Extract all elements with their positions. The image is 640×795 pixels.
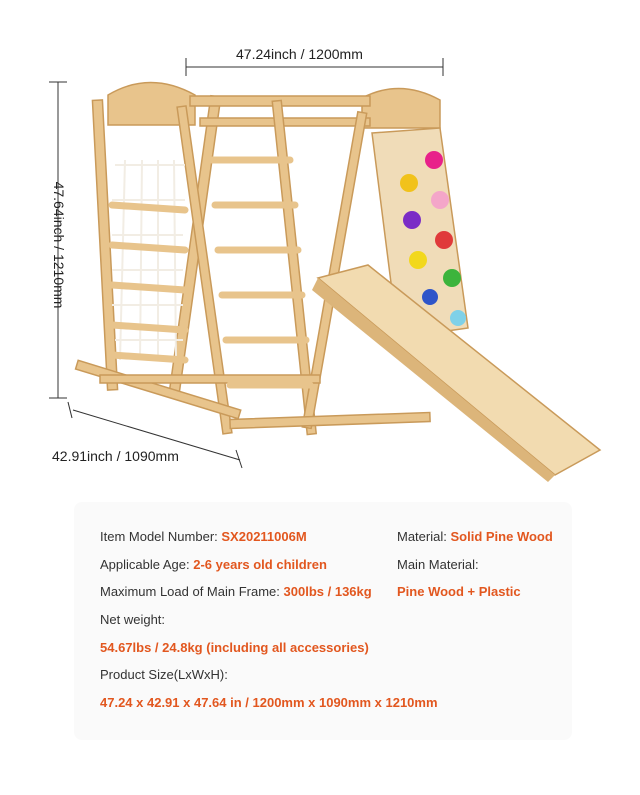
height-dimension [50,170,68,320]
age-row: Applicable Age: 2-6 years old children [100,557,327,572]
right-arch-panel [362,88,440,128]
model-row: Item Model Number: SX20211006M [100,529,307,544]
load-value: 300lbs / 136kg [283,584,372,599]
climbing-hold [443,269,461,287]
top-beam-2 [200,118,370,126]
climbing-hold [431,191,449,209]
base-side-rail [230,413,430,429]
height-dimension-label: 47.64inch / 1210mm [51,181,67,309]
main-material-label: Main Material: [397,557,479,572]
climbing-hold [403,211,421,229]
climbing-hold [450,310,466,326]
climbing-hold [425,151,443,169]
age-value: 2-6 years old children [193,557,327,572]
net-weight-label: Net weight: [100,612,166,627]
load-row: Maximum Load of Main Frame: 300lbs / 136kg [100,584,372,599]
spec-card [74,502,572,740]
climbing-hold [422,289,438,305]
climbing-hold [435,231,453,249]
model-value: SX20211006M [221,529,307,544]
net-weight-value: 54.67lbs / 24.8kg (including all accessories) [100,640,369,655]
depth-dimension: 42.91inch / 1090mm [52,448,179,464]
material-row: Material: Solid Pine Wood [397,529,553,544]
climbing-hold [400,174,418,192]
size-value: 47.24 x 42.91 x 47.64 in / 1200mm x 1090mm x 1210mm [100,695,438,710]
main-material-value: Pine Wood + Plastic [397,584,521,599]
material-value: Solid Pine Wood [450,529,553,544]
width-dimension: 47.24inch / 1200mm [236,46,363,62]
size-label: Product Size(LxWxH): [100,667,228,682]
climbing-hold [409,251,427,269]
